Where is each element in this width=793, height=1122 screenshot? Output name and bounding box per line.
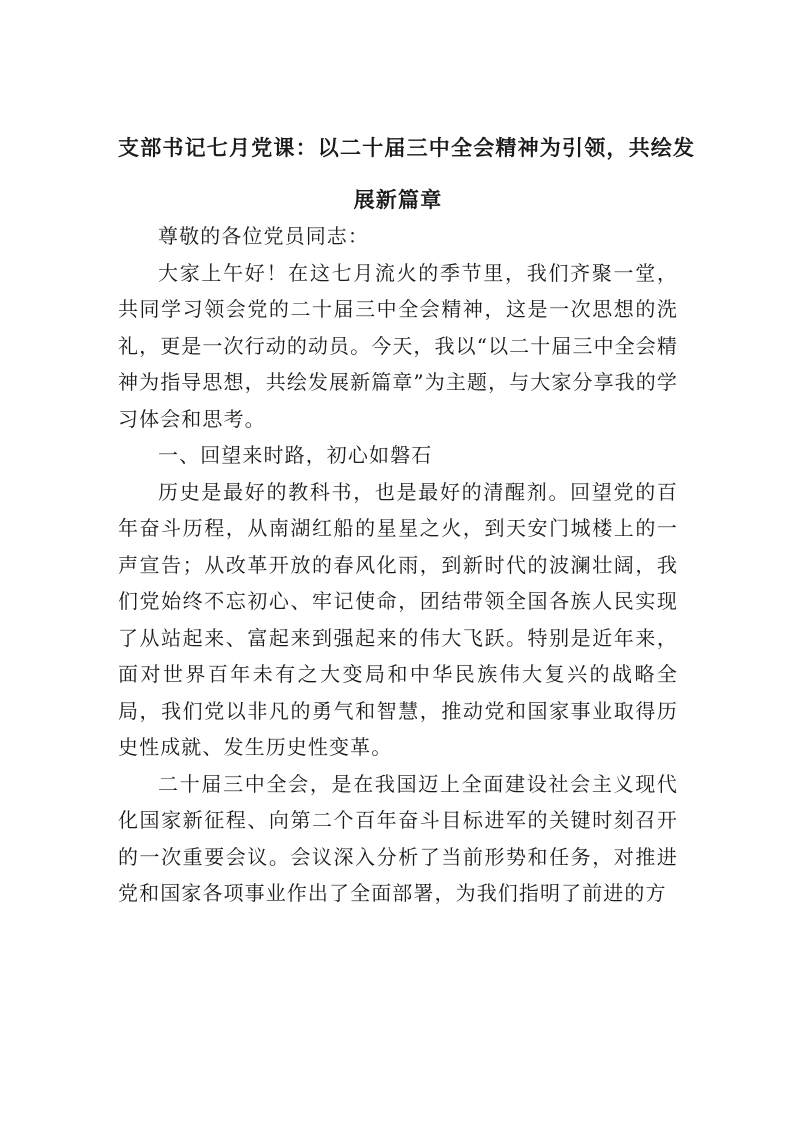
title-line-2: 展新篇章 — [353, 188, 443, 212]
document-body — [118, 218, 678, 912]
paragraph-plenum: 二十届三中全会，是在我国迈上全面建设社会主义现代化国家新征程、向第二个百年奋斗目标进军的关键时刻召开的一次重要会议。会议深入分析了当前形势和任务，对推进党和国家各项事业作出了全面部署，为我们指明了前进的方 — [118, 771, 678, 905]
paragraph-history: 历史是最好的教科书，也是最好的清醒剂。回望党的百年奋斗历程，从南湖红船的星星之火，到天安门城楼上的一声宣告；从改革开放的春风化雨，到新时代的波澜壮阔，我们党始终不忘初心、牢记使命，团结带领全国各族人民实现了从站起来、富起来到强起来的伟大飞跃。特别是近年来，面对世界百年未有之大变局和中华民族伟大复兴的战略全局，我们党以非凡的勇气和智慧，推动党和国家事业取得历史性成就、发生历史性变革。 — [118, 479, 678, 759]
paragraph-opening: 大家上午好！在这七月流火的季节里，我们齐聚一堂，共同学习领会党的二十届三中全会精神，这是一次思想的洗礼，更是一次行动的动员。今天，我以“以二十届三中全会精神为指导思想，共绘发展新篇章”为主题，与大家分享我的学习体会和思考。 — [118, 260, 678, 431]
salutation: 尊敬的各位党员同志： — [158, 224, 369, 248]
section-heading-1: 一、回望来时路，初心如磐石 — [158, 443, 433, 467]
document-title — [118, 124, 696, 224]
title-line-1: 支部书记七月党课：以二十届三中全会精神为引领，共绘发 — [118, 136, 696, 160]
